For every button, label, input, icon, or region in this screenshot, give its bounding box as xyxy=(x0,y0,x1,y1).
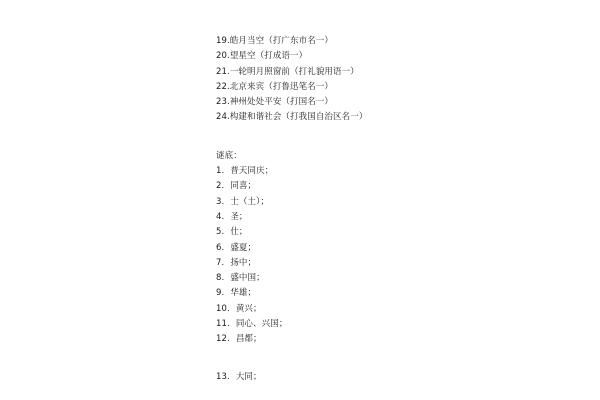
riddle-item: 19.皓月当空（打广东市名一） xyxy=(216,36,334,46)
answer-item xyxy=(216,225,576,240)
answer-number: 13. xyxy=(216,371,230,382)
answer-number: 5. xyxy=(216,227,225,238)
riddle-item: 23.神州处处平安（打国名一） xyxy=(216,97,334,108)
blank-line xyxy=(216,126,576,149)
answer-number: 3. xyxy=(216,196,225,207)
answer-item xyxy=(216,256,576,271)
answers-heading: 谜底： xyxy=(216,150,242,161)
answer-item xyxy=(216,271,576,286)
answer-item xyxy=(216,195,576,210)
answer-number: 12. xyxy=(216,334,230,345)
answer-number: 10. xyxy=(216,303,230,314)
riddle-list xyxy=(216,34,576,126)
answer-item xyxy=(216,241,576,256)
blank-line xyxy=(216,348,576,370)
document-content xyxy=(216,34,576,385)
answer-text: 仕； xyxy=(230,227,248,238)
answer-number: 7. xyxy=(216,257,225,268)
answer-number: 8. xyxy=(216,273,225,284)
answer-text: 昌都； xyxy=(235,334,262,345)
answer-text: 盛夏； xyxy=(230,242,257,253)
answer-item xyxy=(216,286,576,301)
answer-text: 黄兴； xyxy=(235,303,262,314)
answer-number: 9. xyxy=(216,288,225,299)
riddle-item: 24.构建和谐社会（打我国自治区名一） xyxy=(216,112,368,123)
answer-number: 4. xyxy=(216,211,225,222)
answer-item xyxy=(216,370,576,385)
answer-item xyxy=(216,164,576,179)
answer-text: 大同； xyxy=(235,371,262,382)
answer-text: 扬中； xyxy=(230,257,257,268)
answer-text: 同心、兴国； xyxy=(235,319,288,330)
answer-text: 盛中国； xyxy=(230,273,265,284)
answer-item xyxy=(216,302,576,317)
answer-text: 士（土）； xyxy=(230,196,270,207)
answer-item xyxy=(216,179,576,194)
answer-list xyxy=(216,164,576,348)
answer-list-continued xyxy=(216,370,576,385)
riddle-item: 20.望星空（打成语一） xyxy=(216,51,308,62)
answer-text: 普天同庆； xyxy=(230,166,274,177)
riddle-item: 22.北京来宾（打鲁迅笔名一） xyxy=(216,81,334,92)
answer-text: 同喜； xyxy=(230,181,257,192)
answer-text: 圣； xyxy=(230,211,248,222)
answer-item xyxy=(216,317,576,332)
answer-item xyxy=(216,332,576,347)
answer-item xyxy=(216,210,576,225)
answer-number: 11. xyxy=(216,319,230,330)
answer-text: 华雄； xyxy=(230,288,257,299)
answer-number: 1. xyxy=(216,166,225,177)
riddle-item: 21.一轮明月照窗前（打礼貌用语一） xyxy=(216,66,359,77)
answer-number: 2. xyxy=(216,181,225,192)
answer-number: 6. xyxy=(216,242,225,253)
